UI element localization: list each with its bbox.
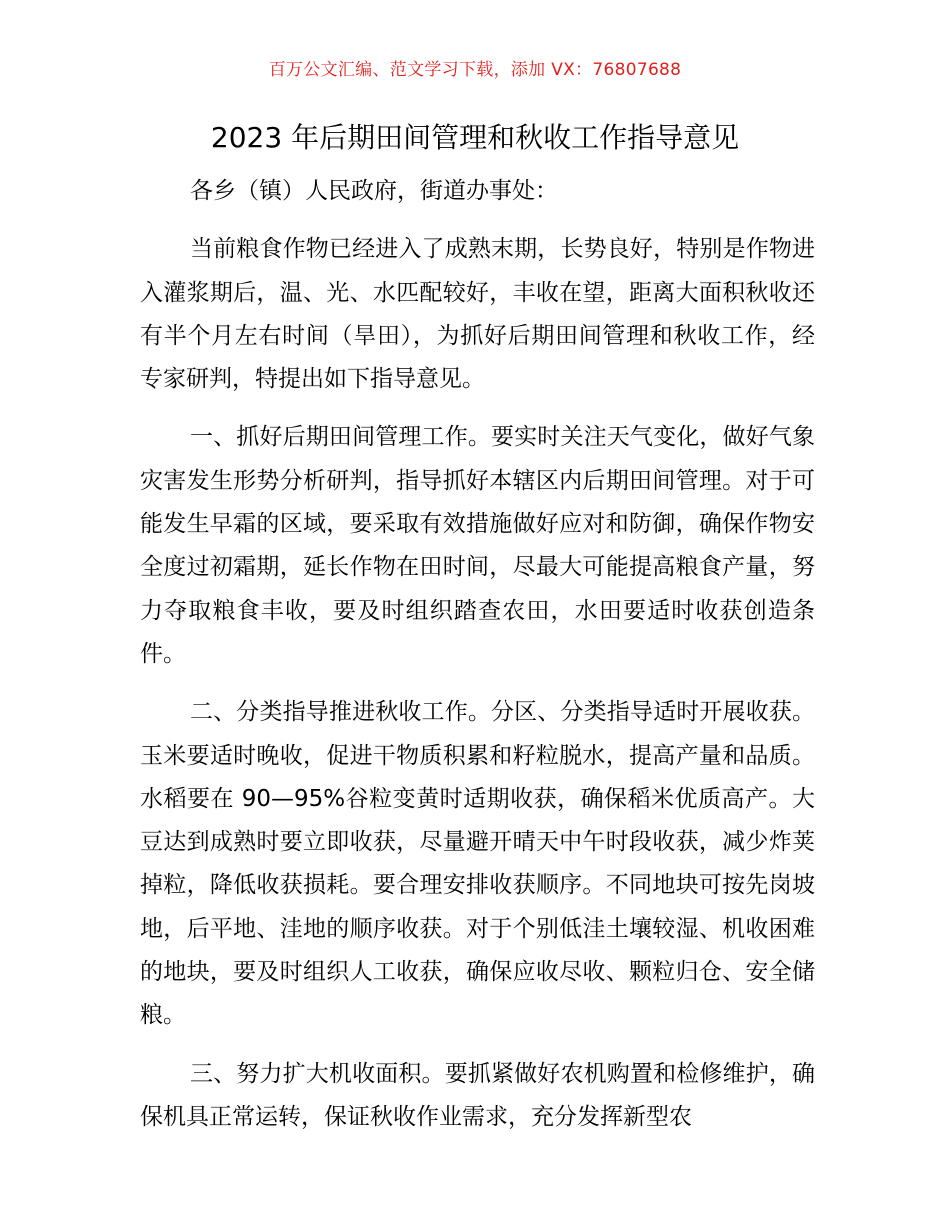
paragraph-section-1: 一、抓好后期田间管理工作。要实时关注天气变化，做好气象灾害发生形势分析研判，指导抓好本辖区内后期田间管理。对于可能发生早霜的区域，要采取有效措施做好应对和防御，确保作物安全度过初霜期，延长作物在田时间，尽最大可能提高粮食产量，努力夺取粮食丰收，要及时组织踏查农田，水田要适时收获创造条件。 xyxy=(140,424,815,667)
salutation: 各乡（镇）人民政府，街道办事处： xyxy=(190,178,558,204)
paragraph-section-2: 二、分类指导推进秋收工作。分区、分类指导适时开展收获。玉米要适时晚收，促进干物质积累和籽粒脱水，提高产量和品质。水稻要在 90—95%谷粒变黄时适期收获，确保稻米优质高产。大豆达到成熟时要立即收获，尽量避开晴天中午时段收获，减少炸荚掉粒，降低收获损耗。要合理安排收获顺序。不同地块可按先岗坡地，后平地、洼地的顺序收获。对于个别低洼土壤较湿、机收困难的地块，要及时组织人工收获，确保应收尽收、颗粒归仓、安全储粮。 xyxy=(140,699,815,1029)
paragraph-section-3: 三、努力扩大机收面积。要抓紧做好农机购置和检修维护，确保机具正常运转，保证秋收作业需求，充分发挥新型农 xyxy=(140,1060,815,1130)
document-body xyxy=(140,170,815,1154)
paragraph-intro: 当前粮食作物已经进入了成熟末期，长势良好，特别是作物进入灌浆期后，温、光、水匹配较好，丰收在望，距离大面积秋收还有半个月左右时间（旱田），为抓好后期田间管理和秋收工作，经专家研判，特提出如下指导意见。 xyxy=(140,236,815,393)
promo-banner: 百万公文汇编、范文学习下载，添加 VX：76807688 xyxy=(268,60,682,80)
document-title: 2023 年后期田间管理和秋收工作指导意见 xyxy=(210,121,740,154)
